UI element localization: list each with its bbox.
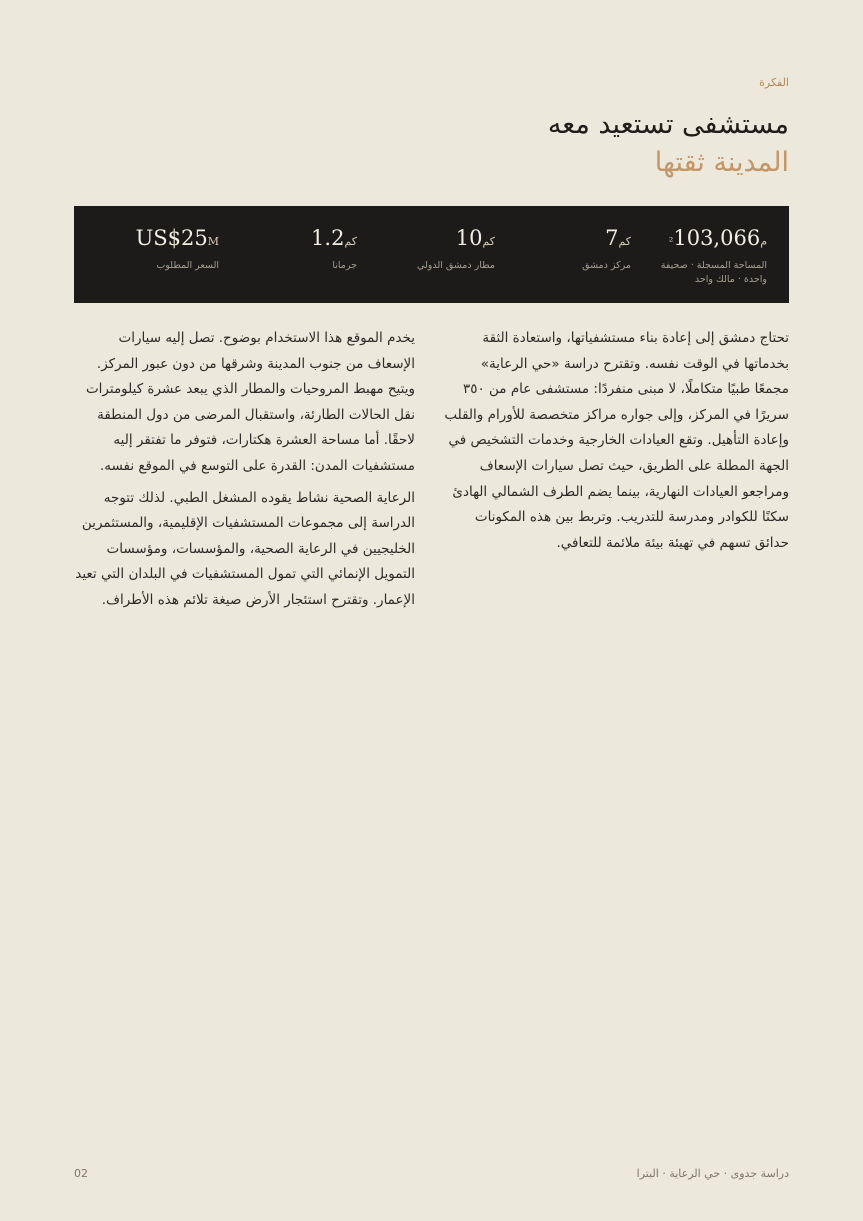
stat-city-center bbox=[541, 224, 631, 273]
stat-number: US$25 bbox=[135, 226, 208, 250]
stat-value bbox=[385, 224, 495, 256]
stat-unit: م² bbox=[668, 235, 767, 248]
body-column-left bbox=[75, 326, 415, 620]
stat-label: المساحة المسجلة · صحيفة واحدة · مالك واحد bbox=[660, 260, 767, 285]
stat-label: السعر المطلوب bbox=[156, 260, 219, 271]
stat-value bbox=[541, 224, 631, 256]
section-eyebrow: الفكرة bbox=[759, 76, 789, 89]
stat-price bbox=[109, 224, 219, 273]
paragraph: الرعاية الصحية نشاط يقوده المشغل الطبي. لذلك تتوجه الدراسة إلى مجموعات المستشفيات الإقليمية، والمستثمرين الخليجيين في الرعاية الصحية، والمؤسسات، ومؤسسات التمويل الإنمائي التي تمول المستشفيات في البلدان التي تعيد الإعمار. وتقترح استئجار الأرض صيغة تلائم هذه الأطراف. bbox=[75, 489, 415, 608]
stat-value bbox=[109, 224, 219, 256]
stat-airport bbox=[385, 224, 495, 273]
stats-bar bbox=[74, 206, 789, 303]
paragraph: يخدم الموقع هذا الاستخدام بوضوح. تصل إليه سيارات الإسعاف من جنوب المدينة وشرقها من دون عبور المركز. ويتيح مهبط المروحيات والمطار الذي يبعد عشرة كيلومترات نقل الحالات الطارئة، واستقبال المرضى من دول المنطقة لاحقًا. أما مساحة العشرة هكتارات، فتوفر ما تفتقر إليه مستشفيات المدن: القدرة على التوسع في الموقع نفسه. bbox=[85, 330, 415, 474]
stat-number: 1.2 bbox=[311, 226, 345, 250]
stat-value bbox=[643, 224, 767, 256]
page-title bbox=[548, 106, 789, 182]
body-column-right bbox=[444, 326, 789, 562]
title-line-1: مستشفى تستعيد معه bbox=[547, 109, 789, 140]
stat-number: 103,066 bbox=[673, 226, 761, 250]
stat-label: مطار دمشق الدولي bbox=[416, 260, 495, 271]
stat-area bbox=[643, 224, 767, 287]
stat-unit: كم bbox=[482, 235, 495, 248]
stat-number: 7 bbox=[605, 226, 619, 250]
stat-unit: كم bbox=[618, 235, 631, 248]
stat-label: جرمانا bbox=[332, 260, 357, 271]
stat-unit: كم bbox=[344, 235, 357, 248]
footer-doc-title: دراسة جدوى · حي الرعاية · البترا bbox=[636, 1167, 789, 1180]
title-line-2: المدينة ثقتها bbox=[654, 147, 789, 178]
paragraph: تحتاج دمشق إلى إعادة بناء مستشفياتها، واستعادة الثقة بخدماتها في الوقت نفسه. وتقترح دراسة «حي الرعاية» مجمعًا طبيًا متكاملًا، لا مبنى منفردًا: مستشفى عام من ٣٥٠ سريرًا في المركز، وإلى جواره مراكز متخصصة للأورام والقلب وإعادة التأهيل. وتقع العيادات الخارجية وخدمات التشخيص في الجهة المطلة على الطريق، حيث تصل سيارات الإسعاف ومراجعو العيادات النهارية، بينما يضم الطرف الشمالي الهادئ سكنًا للكوادر ومدرسة للتدريب. وتربط بين هذه المكونات حدائق تسهم في تهيئة بيئة ملائمة للتعافي. bbox=[444, 330, 789, 551]
stat-label: مركز دمشق bbox=[582, 260, 631, 271]
stat-unit: M bbox=[207, 235, 219, 248]
stat-value bbox=[257, 224, 357, 256]
stat-number: 10 bbox=[455, 226, 483, 250]
stat-jaramana bbox=[257, 224, 357, 273]
page-number: 02 bbox=[74, 1167, 88, 1180]
